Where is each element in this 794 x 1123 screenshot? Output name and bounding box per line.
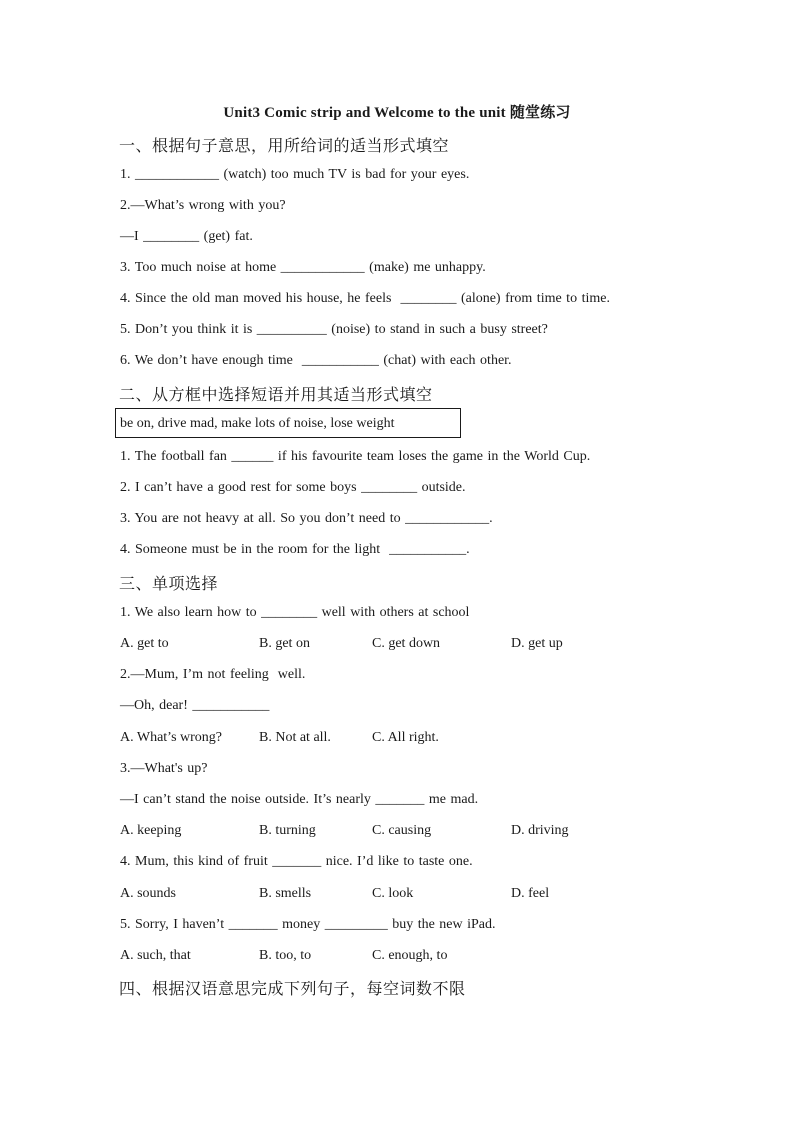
q3-option-c: C. causing — [372, 823, 432, 838]
section-heading-4: 四、根据汉语意思完成下列句子，每空词数不限 — [119, 979, 466, 998]
part3-question-3: 3.—What's up? — [120, 761, 208, 776]
q4-option-c: C. look — [372, 886, 414, 901]
part1-question-3: 3. Too much noise at home ____________ (make) me unhappy. — [120, 260, 486, 275]
part1-question-5: 5. Don’t you think it is __________ (noise) to stand in such a busy street? — [120, 322, 548, 337]
part1-question-2: 2.—What’s wrong with you? — [120, 198, 286, 213]
q3-option-d: D. driving — [511, 823, 569, 838]
part3-question-1: 1. We also learn how to ________ well with others at school — [120, 605, 470, 620]
part3-question-5: 5. Sorry, I haven’t _______ money _________ buy the new iPad. — [120, 917, 496, 932]
q4-option-d: D. feel — [511, 886, 550, 901]
part3-question-2: 2.—Mum, I’m not feeling well. — [120, 667, 306, 682]
q2-option-a: A. What’s wrong? — [120, 730, 222, 745]
q2-option-c: C. All right. — [372, 730, 439, 745]
part3-question-2-reply: —Oh, dear! ___________ — [120, 698, 270, 713]
q5-option-a: A. such, that — [120, 948, 191, 963]
part1-question-1: 1. ____________ (watch) too much TV is bad for your eyes. — [120, 167, 470, 182]
q1-option-d: D. get up — [511, 636, 563, 651]
q3-option-a: A. keeping — [120, 823, 182, 838]
part1-question-2-answer: —I ________ (get) fat. — [120, 229, 253, 244]
q5-option-b: B. too, to — [259, 948, 312, 963]
part1-question-4: 4. Since the old man moved his house, he feels ________ (alone) from time to time. — [120, 291, 610, 306]
section-heading-3: 三、单项选择 — [119, 574, 219, 593]
q5-option-c: C. enough, to — [372, 948, 448, 963]
phrase-box: be on, drive mad, make lots of noise, lose weight — [115, 408, 461, 438]
q1-option-c: C. get down — [372, 636, 441, 651]
part3-question-3-reply: —I can’t stand the noise outside. It’s nearly _______ me mad. — [120, 792, 479, 807]
section-heading-1: 一、根据句子意思，用所给词的适当形式填空 — [119, 136, 450, 155]
part1-question-6: 6. We don’t have enough time ___________ (chat) with each other. — [120, 353, 512, 368]
page-title: Unit3 Comic strip and Welcome to the unit 随堂练习 — [223, 105, 571, 121]
part2-question-2: 2. I can’t have a good rest for some boys ________ outside. — [120, 480, 466, 495]
q4-option-a: A. sounds — [120, 886, 177, 901]
q4-option-b: B. smells — [259, 886, 312, 901]
section-heading-2: 二、从方框中选择短语并用其适当形式填空 — [119, 385, 433, 404]
q2-option-b: B. Not at all. — [259, 730, 331, 745]
q1-option-a: A. get to — [120, 636, 169, 651]
part3-question-4: 4. Mum, this kind of fruit _______ nice. I’d like to taste one. — [120, 854, 473, 869]
part2-question-1: 1. The football fan ______ if his favourite team loses the game in the World Cup. — [120, 449, 591, 464]
q3-option-b: B. turning — [259, 823, 316, 838]
part2-question-3: 3. You are not heavy at all. So you don’t need to ____________. — [120, 511, 493, 526]
q1-option-b: B. get on — [259, 636, 310, 651]
part2-question-4: 4. Someone must be in the room for the light ___________. — [120, 542, 470, 557]
